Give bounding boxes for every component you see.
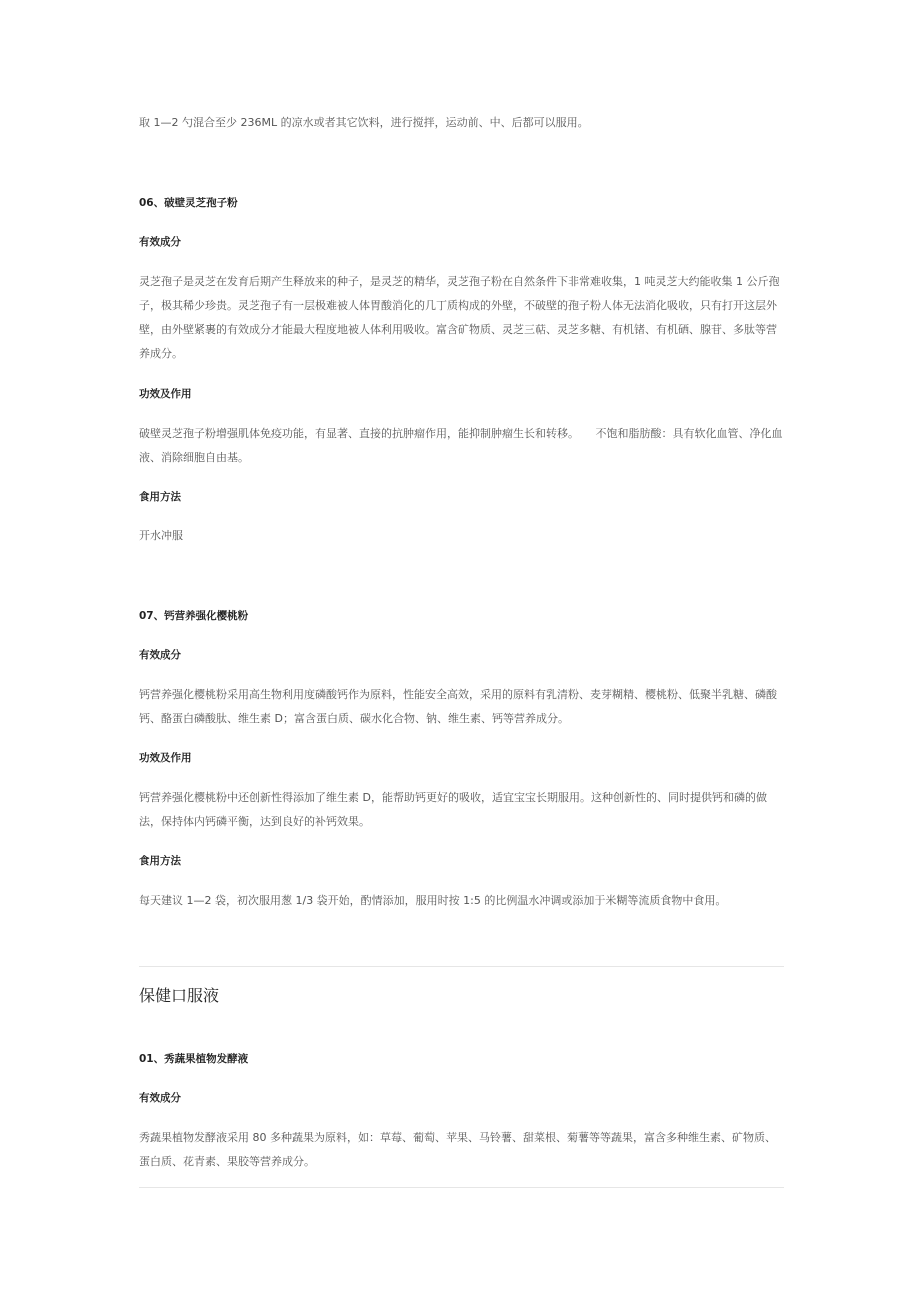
item01-title: 01、秀蔬果植物发酵液	[139, 1053, 249, 1065]
item06-effects-text: 破壁灵芝孢子粉增强肌体免疫功能，有显著、直接的抗肿瘤作用，能抑制肿瘤生长和转移。 不饱和脂肪酸：具有软化血管、净化血液、消除细胞自由基。	[139, 427, 783, 464]
item07-effects-text: 钙营养强化樱桃粉中还创新性得添加了维生素 D，能帮助钙更好的吸收，适宜宝宝长期服用。这种创新性的、同时提供钙和磷的做法，保持体内钙磷平衡，达到良好的补钙效果。	[139, 791, 767, 828]
item07-effects-heading: 功效及作用	[139, 752, 192, 764]
item06-title: 06、破壁灵芝孢子粉	[139, 197, 238, 209]
item07-ingredients-text: 钙营养强化樱桃粉采用高生物利用度磷酸钙作为原料，性能安全高效，采用的原料有乳清粉、麦芽糊精、樱桃粉、低聚半乳糖、磷酸钙、酪蛋白磷酸肽、维生素 D；富含蛋白质、碳水化合物、钠、维生素、钙等营养成分。	[139, 688, 777, 725]
item06-ingredients-heading: 有效成分	[139, 236, 181, 248]
item06-effects-heading: 功效及作用	[139, 388, 192, 400]
item06-ingredients-text: 灵芝孢子是灵芝在发育后期产生释放来的种子，是灵芝的精华，灵芝孢子粉在自然条件下非常难收集，1 吨灵芝大约能收集 1 公斤孢子，极其稀少珍贵。灵芝孢子有一层极难被人体胃酸消化的几丁质构成的外壁，不破壁的孢子粉人体无法消化吸收，只有打开这层外壁，由外壁紧裹的有效成分才能最大程度地被人体利用吸收。富含矿物质、灵芝三萜、灵芝多糖、有机锗、有机硒、腺苷、多肽等营养成分。	[139, 275, 780, 360]
item07-title: 07、钙营养强化樱桃粉	[139, 610, 249, 622]
item07-usage-heading: 食用方法	[139, 855, 181, 867]
item06-usage-heading: 食用方法	[139, 491, 181, 503]
section-divider-top	[139, 966, 784, 967]
section-title-oral-liquid: 保健口服液	[139, 986, 220, 1005]
item07-usage-text: 每天建议 1—2 袋，初次服用葱 1/3 袋开始，酌情添加，服用时按 1:5 的比例温水冲调或添加于米糊等流质食物中食用。	[139, 894, 727, 907]
intro-paragraph: 取 1—2 勺混合至少 236ML 的凉水或者其它饮料，进行搅拌，运动前、中、后都可以服用。	[139, 116, 589, 129]
item06-usage-text: 开水冲服	[139, 529, 183, 542]
item01-ingredients-heading: 有效成分	[139, 1092, 181, 1104]
item07-ingredients-heading: 有效成分	[139, 649, 181, 661]
section-divider-bottom	[139, 1187, 784, 1188]
item01-ingredients-text: 秀蔬果植物发酵液采用 80 多种蔬果为原料，如：草莓、葡萄、苹果、马铃薯、甜菜根、菊薯等等蔬果，富含多种维生素、矿物质、蛋白质、花青素、果胶等营养成分。	[139, 1131, 776, 1168]
